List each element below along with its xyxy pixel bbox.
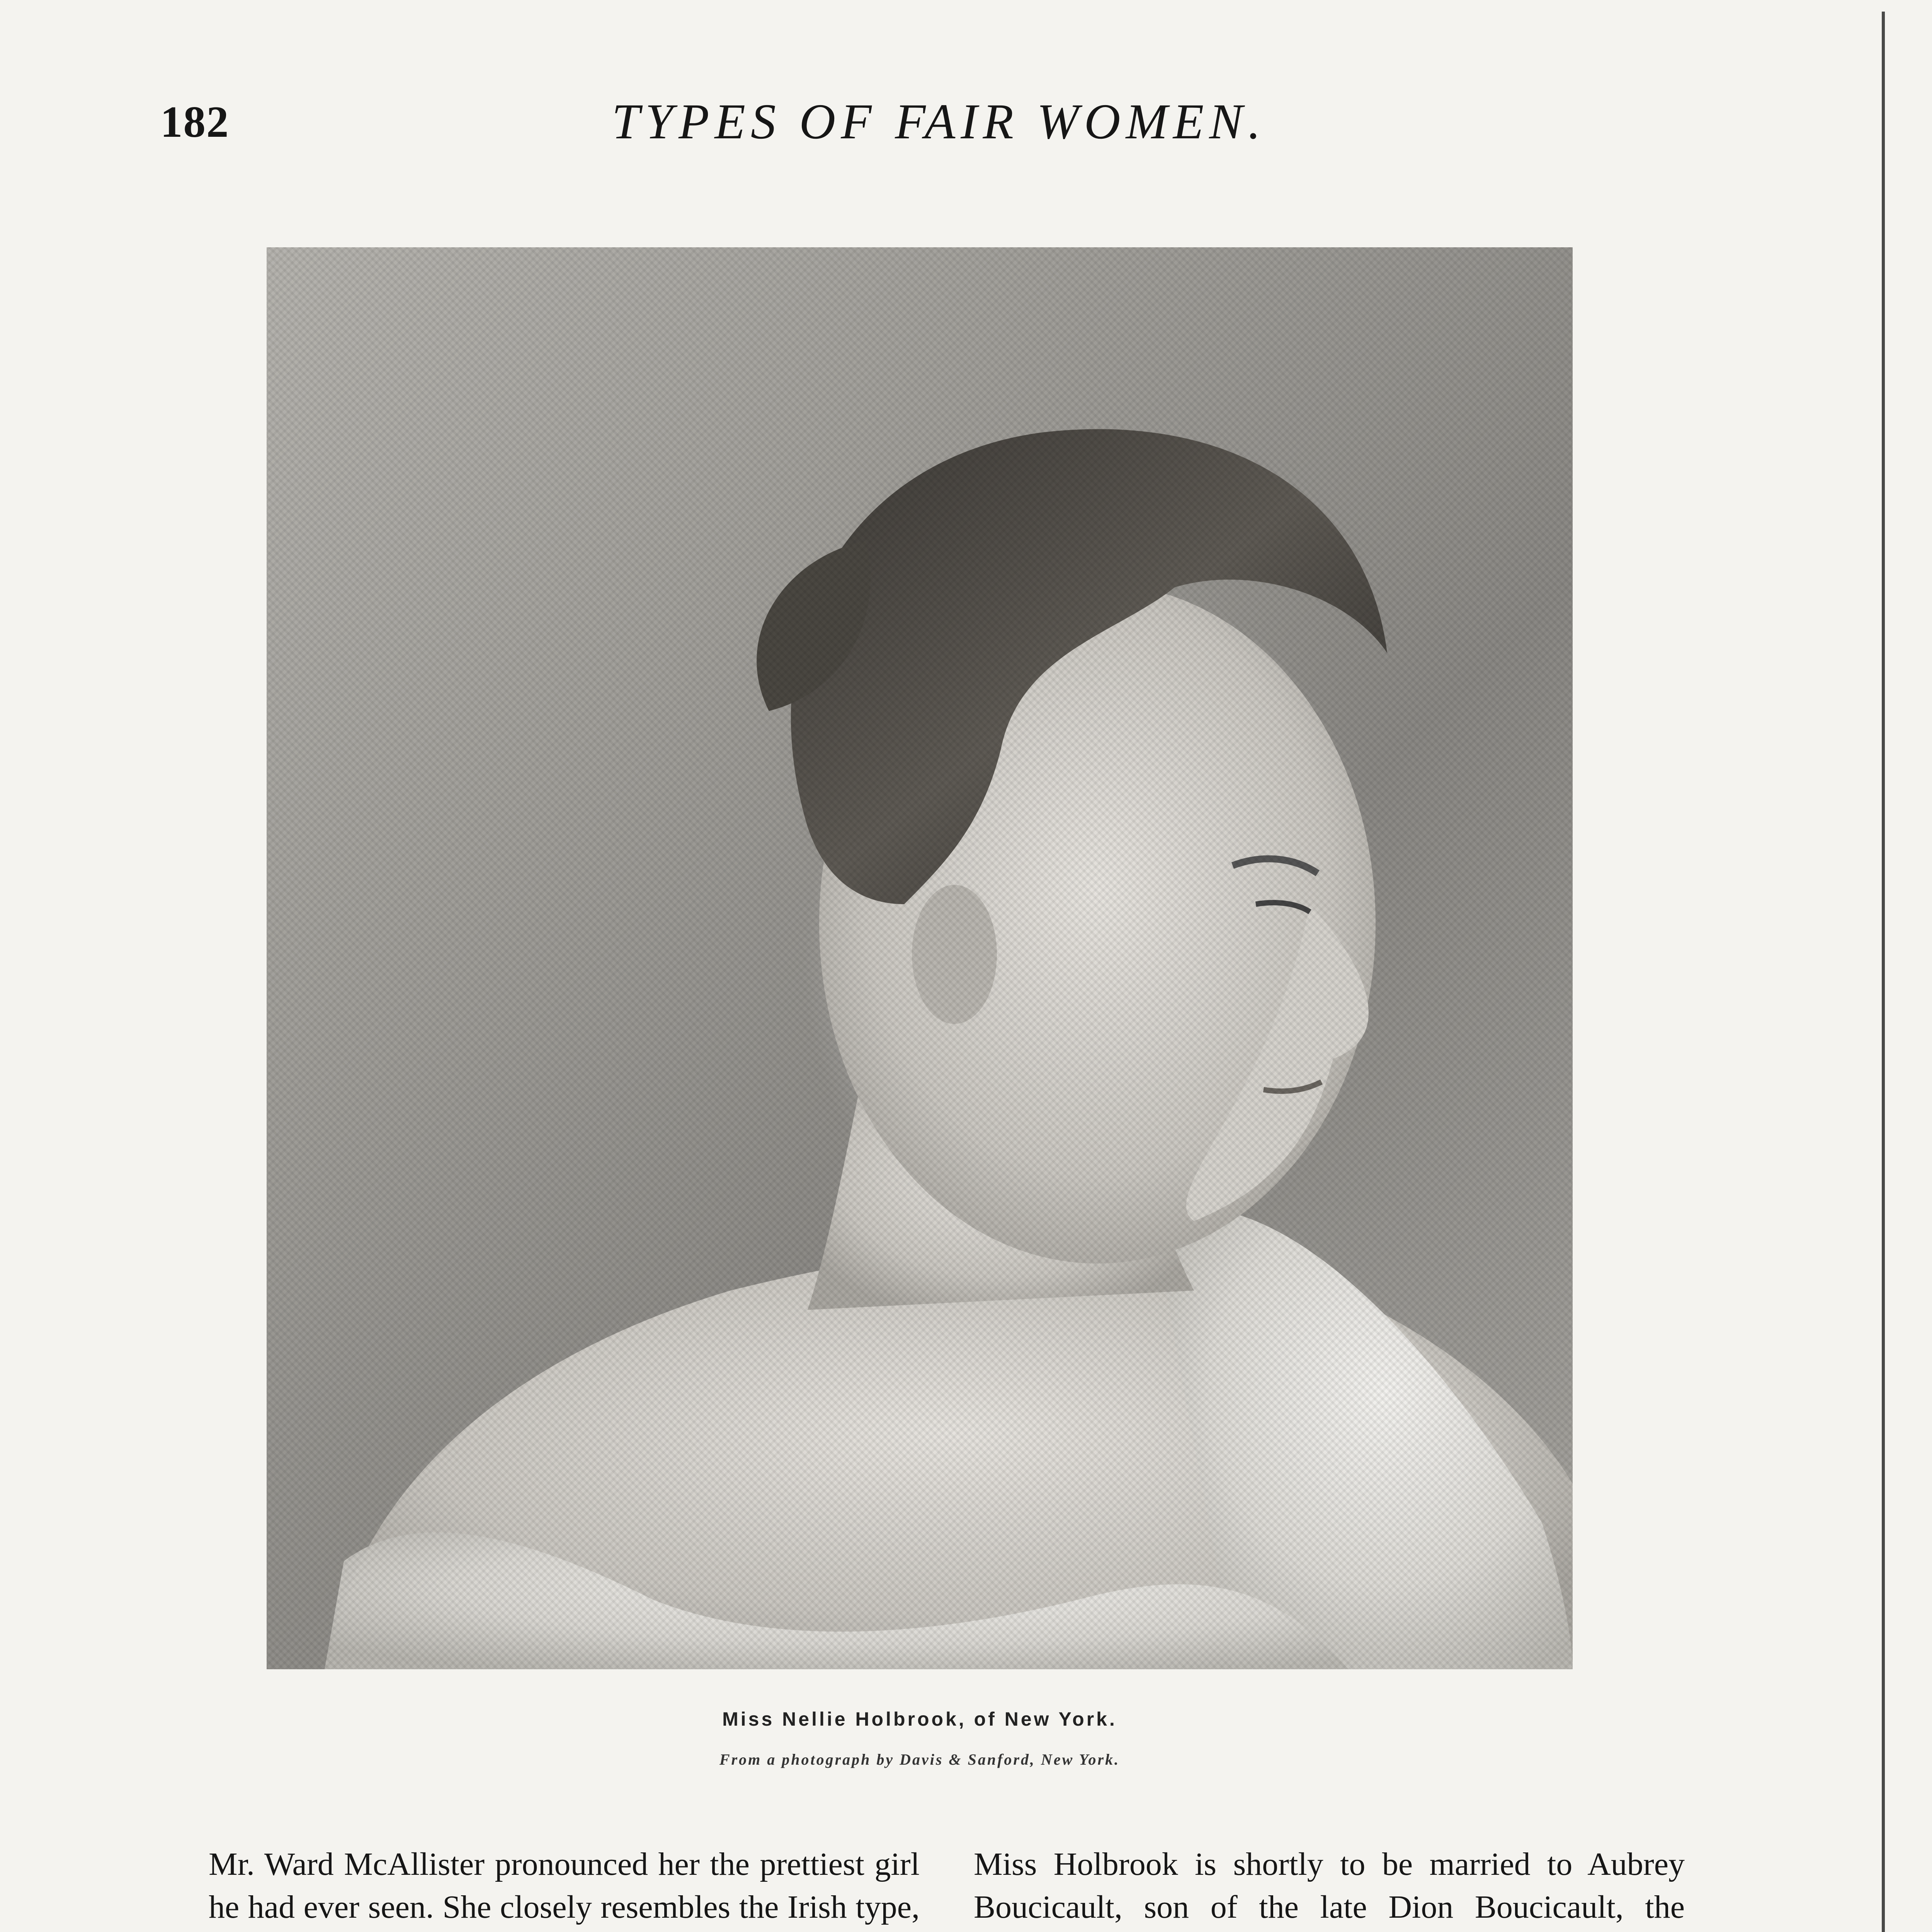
text-column-left <box>209 1843 920 1932</box>
figure-caption: Miss Nellie Holbrook, of New York. <box>722 1708 1117 1730</box>
running-title: TYPES OF FAIR WOMEN. <box>612 94 1266 150</box>
page-gutter-line <box>1882 12 1885 1932</box>
text-column-right <box>974 1843 1685 1932</box>
portrait-illustration <box>267 247 1573 1669</box>
page-number: 182 <box>160 97 230 146</box>
portrait-photograph <box>267 247 1573 1669</box>
paragraph: Mr. Ward McAllister pronounced her the prettiest girl he had ever seen. She closely resembles the Irish type, <box>209 1846 920 1925</box>
paragraph: Miss Holbrook is shortly to be married to Aubrey Boucicault, son of the late Dion Boucicault, the <box>974 1846 1685 1925</box>
figure-credit: From a photograph by Davis & Sanford, New York. <box>719 1751 1120 1768</box>
